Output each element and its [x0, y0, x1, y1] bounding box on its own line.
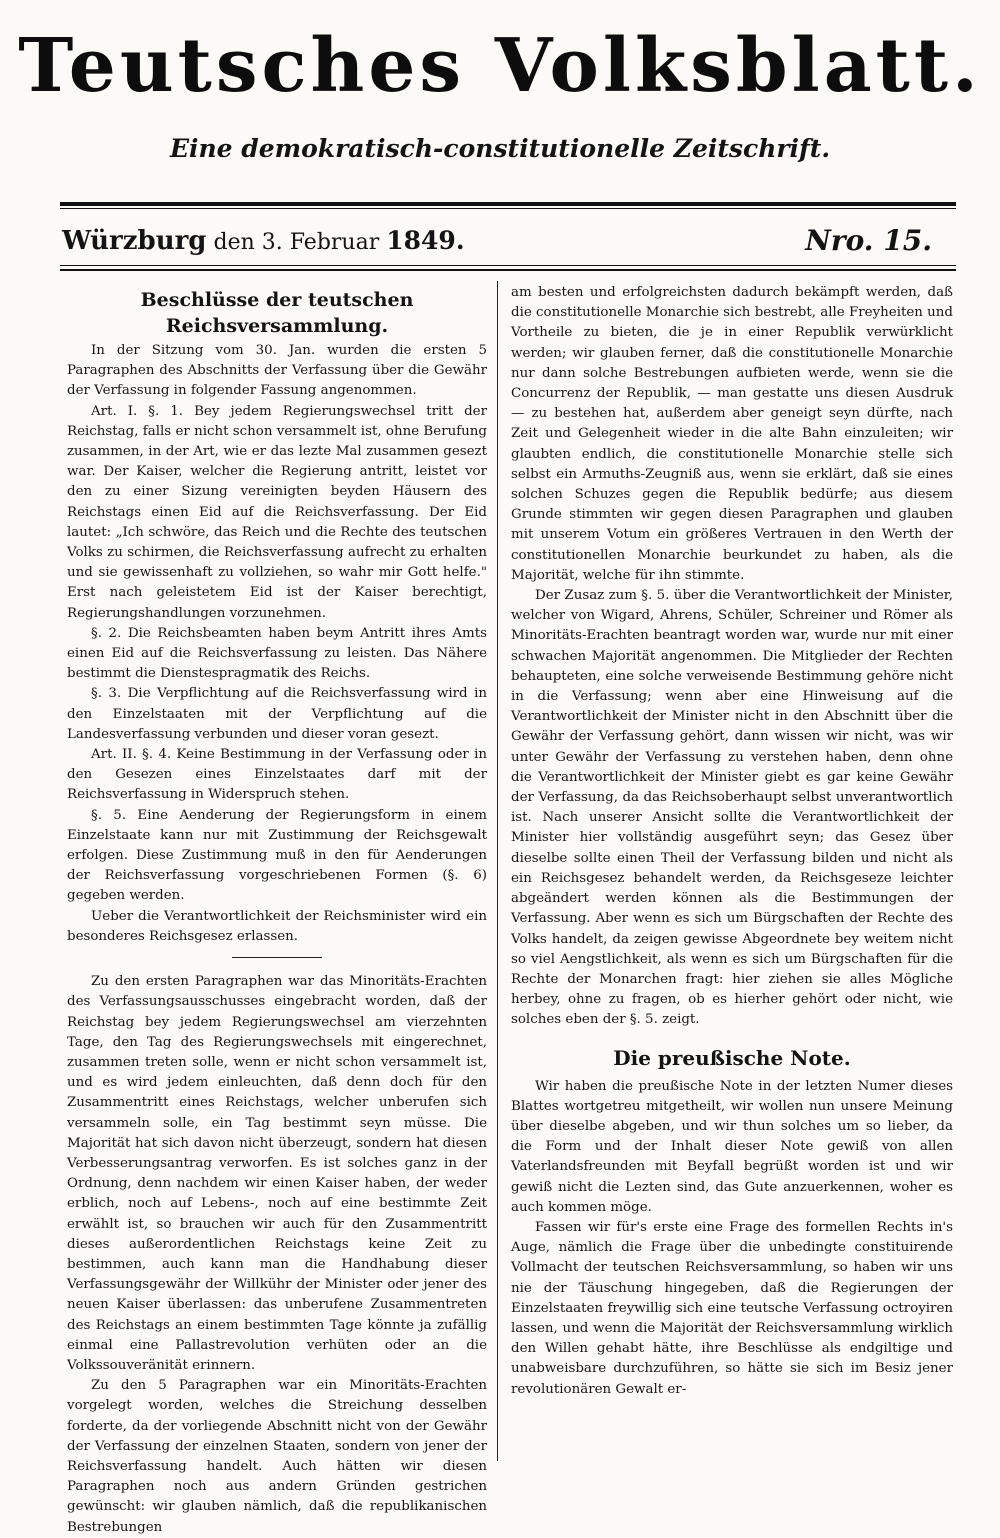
- article-heading-reichsversammlung: Beschlüsse der teutschen Reichsversammlung.: [140, 289, 414, 337]
- dateline-date: 3. Februar: [261, 230, 380, 255]
- commentary-paragraph: Zu den 5 Paragraphen war ein Minoritäts-Erachten vorgelegt worden, welches die Streichung desselben forderte, da der vorliegende Abschnitt nicht von der Gewähr der Verfassung der einzelnen Staaten, sondern von jener der Reichsverfassung handelt. Auch hätten wir diesen Paragraphen noch aus andern Gründen gestrichen gewünscht: wir glauben nämlich, daß die republikanischen Bestrebungen: [67, 1378, 487, 1535]
- article-paragraph: In der Sitzung vom 30. Jan. wurden die ersten 5 Paragraphen des Abschnitts der Verfassung über die Gewähr der Verfassung in folgender Fassung angenommen.: [67, 343, 487, 399]
- commentary-paragraph: Der Zusaz zum §. 5. über die Verantwortlichkeit der Minister, welcher von Wigard, Ahrens, Schüler, Schreiner und Römer als Minoritäts-Erachten beantragt worden war, wurde nur mit einer schwachen Majorität angenommen. Die Mitglieder der Rechten behaupteten, eine solche verweisende Bestimmung gehöre nicht in die Verfassung; wenn aber eine Hinweisung auf die Verantwortlichkeit der Minister nicht in den Abschnitt über die Gewähr der Verfassung gehört, dann wissen wir nicht, was wir unter Gewähr der Verfassung zu verstehen haben, denn ohne die Verantwortlichkeit der Minister giebt es gar keine Gewähr der Verfassung, da das Reichsoberhaupt selbst unverantwortlich ist. Nach unserer Ansicht sollte die Verantwortlichkeit der Minister hier vollständig ausgeführt seyn; das Gesez über dieselbe sollte einen Theil der Verfassung bilden und nicht als ein Reichsgesez behandelt werden, da Reichsgeseze leichter abgeändert werden können als die Bestimmungen der Verfassung. Aber wenn es sich um Bürgschaften der Rechte des Volks handelt, da zeigen gewisse Abgeordnete bey weitem nicht so viel Aengstlichkeit, als wenn es sich um Bürgschaften für die Rechte der Monarchen fragt: hier ziehen sie alles Mögliche herbey, ohne zu fragen, ob es hierher gehört oder nicht, wie solches eben der §. 5. zeigt.: [511, 588, 953, 1028]
- dateline-date-prefix: den: [213, 230, 255, 255]
- article-paragraph: Fassen wir für's erste eine Frage des formellen Rechts in's Auge, nämlich die Frage über die unbedingte constituirende Vollmacht der teutschen Reichsversammlung, so haben wir uns nie der Täuschung hingegeben, daß die Regierungen der Einzelstaaten freywillig sich eine teutsche Verfassung octroyiren lassen, und wenn die Majorität der Reichsversammlung wirklich den Willen gehabt hätte, ihre Beschlüsse als endgiltige und unabweisbare durchzuführen, so hätte sie sich im Besiz jener revolutionären Gewalt er-: [511, 1219, 953, 1397]
- article-paragraph: Wir haben die preußische Note in der letzten Numer dieses Blattes wortgetreu mitgetheilt, wir wollen nun unsere Meinung über dieselbe abgeben, und wir thun solches um so lieber, da die Form und der Inhalt dieser Note gewiß von allen Vaterlandsfreunden mit Beyfall begrüßt worden ist und wir gewiß nicht die Lezten sind, das Gute anzuerkennen, woher es auch kommen möge.: [511, 1078, 953, 1215]
- article-paragraph: §. 2. Die Reichsbeamten haben beym Antritt ihres Amts einen Eid auf die Reichsverfassung zu leisten. Das Nähere bestimmt die Dienstespragmatik des Reichs.: [67, 625, 487, 682]
- article-paragraph: Ueber die Verantwortlichkeit der Reichsminister wird ein besonderes Reichsgesez erlassen.: [67, 908, 487, 944]
- masthead-subtitle: Eine demokratisch-constitutionelle Zeitschrift.: [169, 134, 831, 163]
- right-column: [511, 283, 953, 1463]
- article-paragraph: §. 5. Eine Aenderung der Regierungsform in einem Einzelstaate kann nur mit Zustimmung der Reichsgewalt erfolgen. Diese Zustimmung muß in den für Aenderungen der Reichsverfassung vorgeschriebenen Formen (§. 6) gegeben werden.: [67, 807, 487, 904]
- column-divider: [497, 281, 498, 1461]
- dateline-rule-thin: [60, 265, 956, 266]
- article-paragraph: Art. II. §. 4. Keine Bestimmung in der Verfassung oder in den Gesezen eines Einzelstaates darf mit der Reichsverfassung in Widerspruch stehen.: [67, 747, 487, 803]
- left-column: [67, 283, 487, 1535]
- article-paragraph: §. 3. Die Verpflichtung auf die Reichsverfassung wird in den Einzelstaaten mit der Verpflichtung auf die Landesverfassung verbunden und dieser voran gesezt.: [67, 686, 487, 742]
- issue-number: Nro. 15.: [805, 224, 932, 257]
- article-paragraph: Art. I. §. 1. Bey jedem Regierungswechsel tritt der Reichstag, falls er nicht schon versammelt ist, ohne Berufung zusammen, in der Art, wie er das lezte Mal zusammen gesezt war. Der Kaiser, welcher die Regierung antritt, leistet vor den zu einer Sizung vereinigten beyden Häusern des Reichstags einen Eid auf die Reichsverfassung. Der Eid lautet: „Ich schwöre, das Reich und die Rechte des teutschen Volks zu schirmen, die Reichsverfassung aufrecht zu erhalten und sie gewissenhaft zu vollziehen, so wahr mir Gott helfe." Erst nach geleistetem Eid ist der Kaiser berechtigt, Regierungshandlungen vorzunehmen.: [67, 403, 487, 621]
- section-separator: [232, 957, 322, 958]
- masthead-title: Teutsches Volksblatt.: [18, 23, 982, 109]
- dateline-place: Würzburg: [62, 226, 207, 256]
- masthead-rule-thin: [60, 208, 956, 209]
- dateline-rule-thick: [60, 269, 956, 271]
- masthead-rule-thick: [60, 202, 956, 206]
- commentary-paragraph: am besten und erfolgreichsten dadurch bekämpft werden, daß die constitutionelle Monarchie sich bestrebt, alle Freyheiten und Vortheile zu bieten, die je in einer Republik verwürklicht werden; wir glauben ferner, daß die constitutionelle Monarchie nur dann solche Bestrebungen aufbieten werde, wenn sie die Concurrenz der Republik, — man gestatte uns diesen Ausdruk — zu bestehen hat, außerdem aber geneigt seyn dürfte, nach Zeit und Gelegenheit wieder in die alte Bahn einzuleiten; wir glaubten endlich, die constitutionelle Monarchie stelle sich selbst ein Armuths-Zeugniß aus, wenn sie erklärt, daß sie eines solchen Schuzes gegen die Republik bedürfe; aus diesem Grunde stimmten wir gegen diesen Paragraphen und glauben mit unserem Votum ein größeres Vertrauen in den Werth der constitutionellen Monarchie beurkundet zu haben, als die Majorität, welche für ihn stimmte.: [511, 285, 953, 583]
- commentary-paragraph: Zu den ersten Paragraphen war das Minoritäts-Erachten des Verfassungsausschusses eingebracht worden, daß der Reichstag bey jedem Regierungswechsel am vierzehnten Tage, den Tag des Regierungswechsels mit eingerechnet, zusammen treten solle, wenn er nicht schon versammelt ist, und es wird jedem einleuchten, daß denn doch für den Zusammentritt eines Reichstags, welcher unberufen sich versammeln solle, ein Tag bestimmt seyn müsse. Die Majorität hat sich davon nicht überzeugt, sondern hat diesen Verbesserungsantrag verworfen. Es ist solches ganz in der Ordnung, denn nachdem wir einen Kaiser haben, der weder erblich, noch auf Lebens-, noch auf eine bestimmte Zeit erwählt ist, so brauchen wir auch für den Zusammentritt dieses außerordentlichen Reichstags keine Zeit zu bestimmen, auch kann man die Handhabung dieser Verfassungsgewähr der Willkühr der Minister oder jener des neuen Kaiser überlassen: das unberufene Zusammentreten des Reichstags an einem bestimmten Tage könnte ja zufällig einmal eine Pallastrevolution verhüten oder an die Volkssouveränität erinnern.: [67, 974, 487, 1373]
- article-heading-preussische-note: Die preußische Note.: [613, 1045, 851, 1070]
- dateline-year: 1849.: [386, 226, 465, 255]
- dateline: [62, 223, 954, 259]
